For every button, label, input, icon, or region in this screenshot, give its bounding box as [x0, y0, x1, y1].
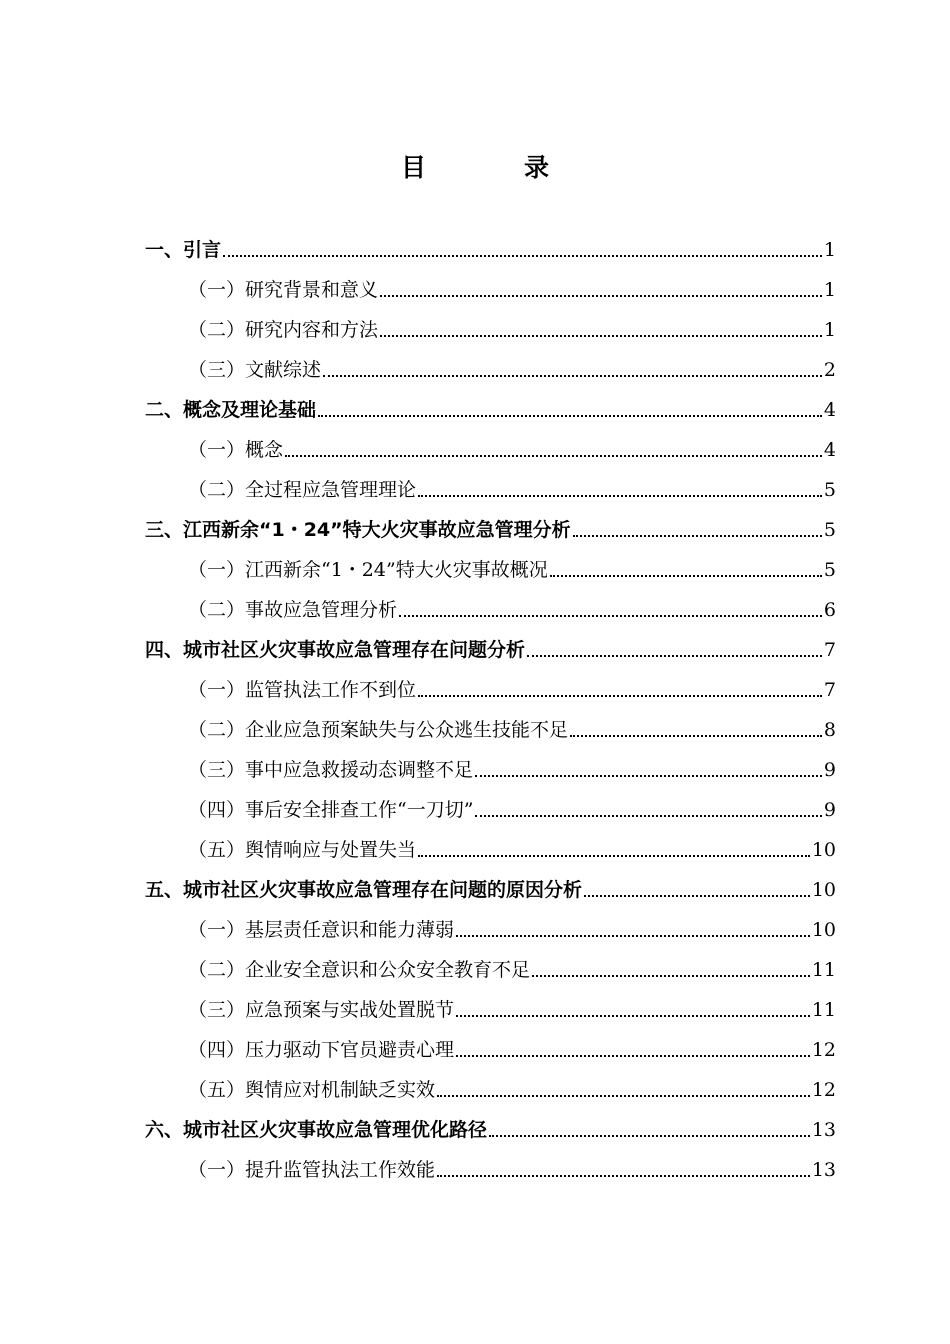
toc-page-number: 1 [823, 239, 836, 261]
dot-leader [380, 335, 822, 337]
toc-entry-label: （一）研究背景和意义 [188, 279, 379, 301]
dot-leader [285, 455, 822, 457]
toc-entry-label: 一、引言 [145, 239, 222, 261]
dot-leader [573, 535, 822, 537]
toc-entry-label: （二）研究内容和方法 [188, 319, 379, 341]
dot-leader [418, 695, 822, 697]
toc-entry-label: （一）监管执法工作不到位 [188, 679, 417, 701]
toc-section-entry[interactable] [188, 262, 836, 302]
toc-page-number: 1 [823, 319, 836, 341]
dot-leader [475, 815, 821, 817]
toc-chapter-entry[interactable] [145, 382, 836, 422]
toc-page-number: 10 [811, 879, 836, 901]
toc-page-number: 5 [823, 519, 836, 541]
toc-page-number: 6 [823, 599, 836, 621]
page-title [0, 148, 950, 184]
toc-section-entry[interactable] [188, 1062, 836, 1102]
dot-leader [527, 655, 822, 657]
toc-page-number: 10 [811, 839, 836, 861]
dot-leader [223, 255, 822, 257]
toc-entry-label: （三）应急预案与实战处置脱节 [188, 999, 455, 1021]
dot-leader [437, 1175, 810, 1177]
toc-entry-label: 六、城市社区火灾事故应急管理优化路径 [145, 1119, 488, 1141]
toc-entry-label: 二、概念及理论基础 [145, 399, 317, 421]
toc-section-entry[interactable] [188, 782, 836, 822]
dot-leader [456, 1055, 810, 1057]
toc-chapter-entry[interactable] [145, 222, 836, 262]
toc-section-entry[interactable] [188, 582, 836, 622]
toc-chapter-entry[interactable] [145, 862, 836, 902]
dot-leader [418, 855, 810, 857]
dot-leader [475, 775, 822, 777]
dot-leader [318, 415, 822, 417]
toc-page-number: 7 [823, 679, 836, 701]
dot-leader [570, 735, 822, 737]
toc-page-number: 5 [823, 559, 836, 581]
toc-entry-label: （五）舆情应对机制缺乏实效 [188, 1079, 436, 1101]
toc-entry-label: （一）概念 [188, 439, 284, 461]
toc-page-number: 13 [811, 1159, 836, 1181]
toc-entry-label: （五）舆情响应与处置失当 [188, 839, 417, 861]
dot-leader [532, 975, 810, 977]
toc-entry-label: （二）企业安全意识和公众安全教育不足 [188, 959, 531, 981]
toc-entry-label: （二）全过程应急管理理论 [188, 479, 417, 501]
toc-page-number: 11 [811, 999, 836, 1021]
title-char: 目 [400, 153, 426, 182]
dot-leader [437, 1095, 810, 1097]
toc-entry-label: （三）事中应急救援动态调整不足 [188, 759, 474, 781]
title-char: 录 [524, 153, 550, 182]
toc-section-entry[interactable] [188, 542, 836, 582]
toc-page-number: 4 [823, 399, 836, 421]
toc-section-entry[interactable] [188, 422, 836, 462]
dot-leader [550, 575, 822, 577]
toc-section-entry[interactable] [188, 982, 836, 1022]
toc-page-number: 4 [823, 439, 836, 461]
toc-chapter-entry[interactable] [145, 502, 836, 542]
toc-section-entry[interactable] [188, 742, 836, 782]
toc-page-number: 13 [811, 1119, 836, 1141]
toc-page-number: 12 [811, 1079, 836, 1101]
toc-chapter-entry[interactable] [145, 1102, 836, 1142]
toc-entry-label: 五、城市社区火灾事故应急管理存在问题的原因分析 [145, 879, 583, 901]
dot-leader [418, 495, 822, 497]
toc-section-entry[interactable] [188, 702, 836, 742]
dot-leader [380, 295, 822, 297]
toc-section-entry[interactable] [188, 342, 836, 382]
toc-page-number: 8 [823, 719, 836, 741]
toc-entry-label: （四）事后安全排查工作“一刀切” [188, 799, 474, 821]
dot-leader [489, 1135, 810, 1137]
toc-section-entry[interactable] [188, 822, 836, 862]
toc-entry-label: （二）事故应急管理分析 [188, 599, 398, 621]
toc-section-entry[interactable] [188, 1022, 836, 1062]
toc-entry-label: （二）企业应急预案缺失与公众逃生技能不足 [188, 719, 569, 741]
toc-page-number: 12 [811, 1039, 836, 1061]
toc-entry-label: 四、城市社区火灾事故应急管理存在问题分析 [145, 639, 526, 661]
toc-page-number: 10 [811, 919, 836, 941]
toc-page-number: 2 [823, 359, 836, 381]
toc-section-entry[interactable] [188, 462, 836, 502]
toc-entry-label: （一）江西新余“1・24”特大火灾事故概况 [188, 559, 548, 581]
toc-entry-label: 三、江西新余“1・24”特大火灾事故应急管理分析 [145, 519, 571, 541]
toc-page-number: 1 [823, 279, 836, 301]
toc-page-number: 5 [823, 479, 836, 501]
toc-entry-label: （三）文献综述 [188, 359, 322, 381]
toc-chapter-entry[interactable] [145, 622, 836, 662]
dot-leader [323, 375, 822, 377]
toc-entry-label: （一）基层责任意识和能力薄弱 [188, 919, 455, 941]
toc-page-number: 9 [823, 759, 836, 781]
toc-section-entry[interactable] [188, 1142, 836, 1182]
toc-page-number: 7 [823, 639, 836, 661]
toc-page-number: 11 [811, 959, 836, 981]
toc-section-entry[interactable] [188, 662, 836, 702]
toc-section-entry[interactable] [188, 302, 836, 342]
toc-page-number: 9 [823, 799, 836, 821]
dot-leader [584, 895, 810, 897]
dot-leader [399, 615, 822, 617]
dot-leader [456, 1015, 810, 1017]
dot-leader [456, 935, 810, 937]
toc-section-entry[interactable] [188, 902, 836, 942]
toc-entry-label: （四）压力驱动下官员避责心理 [188, 1039, 455, 1061]
toc-entry-label: （一）提升监管执法工作效能 [188, 1159, 436, 1181]
toc-section-entry[interactable] [188, 942, 836, 982]
